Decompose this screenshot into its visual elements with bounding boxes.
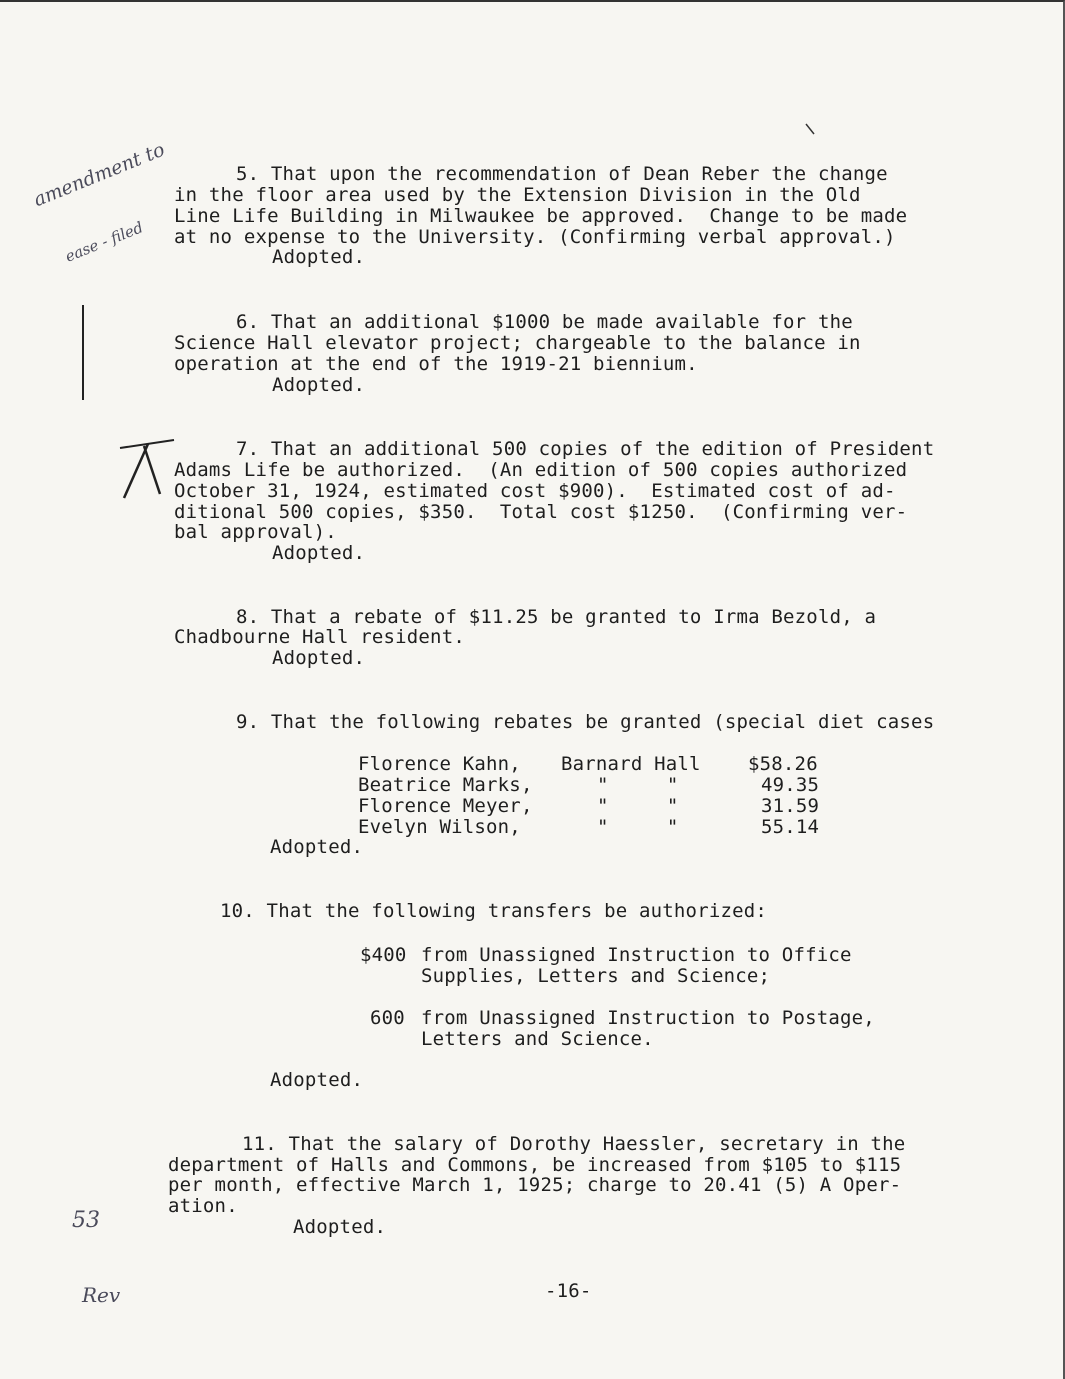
margin-x-mark	[112, 436, 182, 506]
transfer-line: Supplies, Letters and Science;	[421, 965, 771, 987]
item-7-line-5: bal approval).	[174, 521, 337, 543]
item-9-result: Adopted.	[270, 836, 364, 858]
item-11-line-3: per month, effective March 1, 1925; charge to 20.41 (5) A Oper-	[168, 1174, 902, 1196]
rebate-hall: " "	[597, 816, 679, 838]
item-6-result: Adopted.	[272, 374, 366, 396]
transfer-amount: $400	[360, 944, 407, 966]
margin-note-page-ref	[72, 1158, 120, 1332]
item-11-line-4: ation.	[168, 1195, 238, 1217]
rebate-amount: 31.59	[761, 795, 820, 817]
margin-note-line-1: amendment to	[30, 138, 168, 212]
page-number: -16-	[545, 1280, 592, 1302]
item-5-result: Adopted.	[272, 246, 366, 268]
rebate-hall: Barnard Hall	[561, 753, 701, 775]
item-10-result: Adopted.	[270, 1069, 364, 1091]
item-7-result: Adopted.	[272, 542, 366, 564]
item-11-line-2: department of Halls and Commons, be increased from $105 to $115	[168, 1154, 902, 1176]
item-11-result: Adopted.	[293, 1216, 387, 1238]
item-7-line-2: Adams Life be authorized. (An edition of 500 copies authorized	[174, 459, 908, 481]
rebate-amount: 49.35	[761, 774, 820, 796]
margin-note-line-2: ease - filed	[62, 218, 146, 266]
rebate-hall: " "	[597, 795, 679, 817]
item-7-line-4: ditional 500 copies, $350. Total cost $1250. (Confirming ver-	[174, 501, 908, 523]
rebate-name: Evelyn Wilson,	[358, 816, 521, 838]
item-10-line-1: 10. That the following transfers be authorized:	[220, 900, 768, 922]
item-7-line-3: October 31, 1924, estimated cost $900). Estimated cost of ad-	[174, 480, 896, 502]
item-8-line-1: 8. That a rebate of $11.25 be granted to Irma Bezold, a	[236, 606, 877, 628]
item-6-line-3: operation at the end of the 1919-21 biennium.	[174, 353, 698, 375]
item-5-line-4: at no expense to the University. (Confirming verbal approval.)	[174, 226, 896, 248]
margin-vertical-line	[82, 305, 84, 400]
transfer-line: from Unassigned Instruction to Office	[421, 944, 852, 966]
rebate-name: Florence Kahn,	[358, 753, 521, 775]
item-6-line-2: Science Hall elevator project; chargeable to the balance in	[174, 332, 861, 354]
item-5-line-2: in the floor area used by the Extension Division in the Old	[174, 184, 861, 206]
item-11-line-1: 11. That the salary of Dorothy Haessler, secretary in the	[242, 1133, 906, 1155]
item-8-result: Adopted.	[272, 647, 366, 669]
margin-note-page-num: 53	[72, 1208, 100, 1233]
rebate-amount: 55.14	[761, 816, 820, 838]
item-5-line-1: 5. That upon the recommendation of Dean Reber the change	[236, 163, 888, 185]
item-5-line-3: Line Life Building in Milwaukee be approved. Change to be made	[174, 205, 908, 227]
rebate-name: Beatrice Marks,	[358, 774, 533, 796]
item-8-line-2: Chadbourne Hall resident.	[174, 626, 465, 648]
item-6-line-1: 6. That an additional $1000 be made available for the	[236, 311, 853, 333]
item-7-line-1: 7. That an additional 500 copies of the edition of President	[236, 438, 935, 460]
rebate-hall: " "	[597, 774, 679, 796]
rebate-name: Florence Meyer,	[358, 795, 533, 817]
rebate-amount: $58.26	[748, 753, 818, 775]
transfer-amount: 600	[370, 1007, 405, 1029]
margin-note-rev: Rev	[82, 1283, 121, 1307]
item-9-line-1: 9. That the following rebates be granted (special diet cases	[236, 711, 935, 733]
stray-mark	[802, 120, 822, 140]
transfer-line: from Unassigned Instruction to Postage,	[421, 1007, 875, 1029]
transfer-line: Letters and Science.	[421, 1028, 654, 1050]
